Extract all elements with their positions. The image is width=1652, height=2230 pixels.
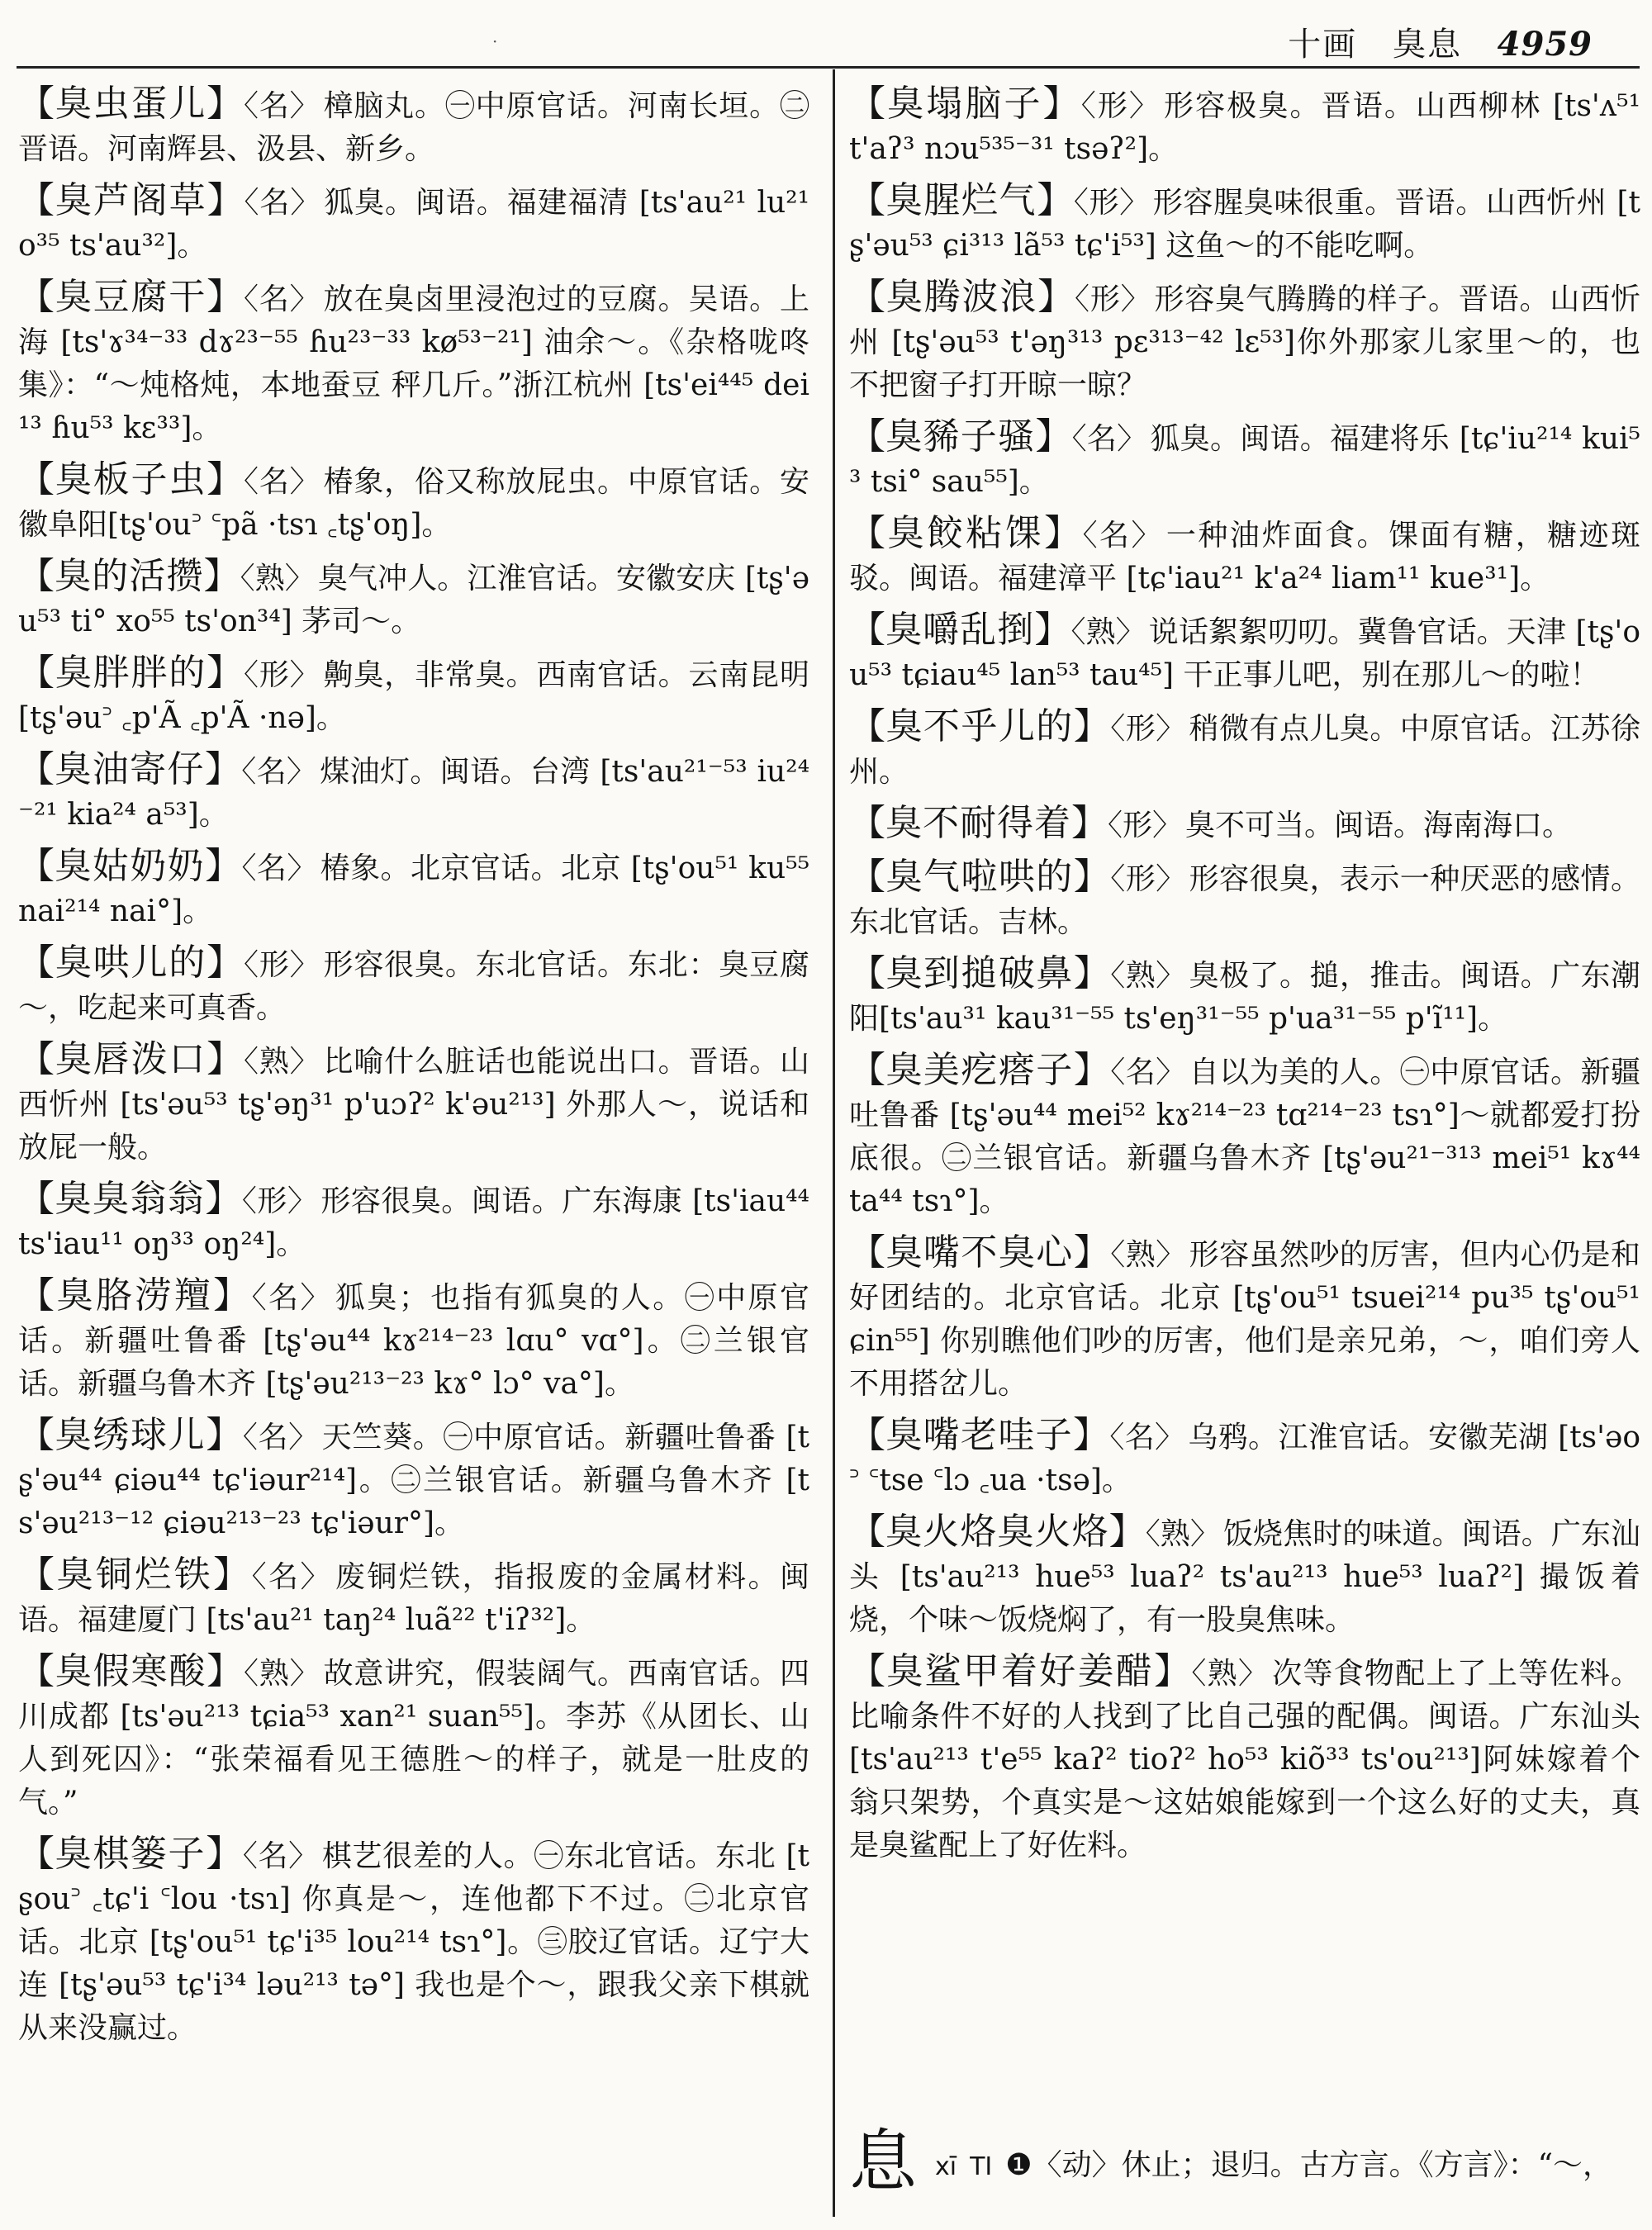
dictionary-entry [18,1274,809,1406]
entry-pos: 〈名〉 [251,1560,332,1594]
dictionary-entry [849,1414,1640,1502]
entry-headword: 【臭绣球儿】 [18,1414,243,1456]
dictionary-entry [849,952,1640,1041]
xi-sense-mark: ❶ [1005,2148,1032,2182]
entry-headword: 【臭豨子骚】 [849,415,1072,458]
entry-headword: 【臭哄儿的】 [18,942,244,984]
entry-pos: 〈名〉 [244,89,320,123]
entry-pos: 〈名〉 [241,755,317,789]
dictionary-entry [849,83,1640,171]
dictionary-entry [18,276,809,450]
entry-text: 放在臭卤里浸泡过的豆腐。吴语。上海 [ts'ɤ³⁴⁻³³ dɤ²³⁻⁵⁵ ɦu²³⁻³³ kø⁵³⁻²¹] 油余～。《杂格咙咚集》：“～炖格炖，本地蚕豆 秤几斤。”浙江杭州 [ts'ei⁴⁴⁵ dei¹³ ɦu⁵³ kɛ³³]。 [18,282,809,445]
dictionary-entry [849,802,1640,847]
entry-pos: 〈名〉 [242,1839,319,1873]
dictionary-entry [18,555,809,643]
entry-headword: 【臭嚼乱捯】 [849,609,1071,651]
entry-headword: 【臭唇泼口】 [18,1038,244,1080]
entry-pos: 〈形〉 [1073,186,1150,220]
entry-pos: 〈名〉 [244,186,321,220]
entry-text: 次等食物配上了上等佐料。比喻条件不好的人找到了比自己强的配偶。闽语。广东汕头 [ts'au²¹³ t'e⁵⁵ kaʔ² tioʔ² ho⁵³ kiõ³³ ts'ou²¹³]阿妹嫁着个翁只架势，个真实是～这姑娘能嫁到一个这么好的丈夫，真是臭鲨配上了好佐料。 [849,1657,1640,1862]
entry-text: 形容臭气腾腾的样子。晋语。山西忻州 [tʂ'əu⁵³ t'əŋ³¹³ pɛ³¹³⁻⁴² lɛ⁵³]你外那家儿家里～的，也不把窗子打开晾一晾？ [849,282,1640,402]
entry-text: 形容极臭。晋语。山西柳林 [ts'ʌ⁵¹ t'aʔ³ nɔu⁵³⁵⁻³¹ tsəʔ²]。 [849,89,1641,166]
xi-zhuyin: TI [970,2152,993,2181]
entry-pos: 〈名〉 [244,465,320,499]
entry-pos: 〈名〉 [242,1421,319,1454]
entry-text: 天竺葵。㊀中原官话。新疆吐鲁番 [tʂ'əu⁴⁴ ɕiəu⁴⁴ tɕ'iəur²¹⁴]。㊁兰银官话。新疆乌鲁木齐 [ts'əu²¹³⁻¹² ɕiəu²¹³⁻²³ tɕ'iəur°]。 [18,1421,809,1540]
entry-headword: 【臭到搥破鼻】 [849,952,1111,994]
entry-text: 狐臭。闽语。福建将乐 [tɕ'iu²¹⁴ kui⁵³ tsi° sau⁵⁵]。 [849,422,1640,499]
entry-headword: 【臭棋篓子】 [18,1833,243,1875]
dictionary-entry [18,458,809,547]
entry-headword: 【臭板子虫】 [18,458,244,501]
dictionary-entry [849,609,1640,697]
header-text [1265,18,1593,65]
dictionary-entry [18,1038,809,1170]
entry-headword: 【臭臭翁翁】 [18,1178,242,1220]
entry-headword: 【臭芦阁草】 [18,179,244,221]
header-dot: · [492,31,498,51]
dictionary-entry [18,1650,809,1824]
entry-headword: 【臭餃粘馃】 [849,512,1083,554]
entry-pos: 〈名〉 [241,852,317,885]
entry-headword: 【臭不耐得着】 [849,802,1108,844]
entry-text: 乌鸦。江淮官话。安徽芜湖 [ts'əo꜄ ꜂tse ꜂lɔ ꜀ua ·tsə]。 [849,1421,1641,1497]
dictionary-entry [18,1833,809,2050]
entry-text: 臭不可当。闽语。海南海口。 [1185,809,1573,842]
entry-text: 煤油灯。闽语。台湾 [ts'au²¹⁻⁵³ iu²⁴⁻²¹ kia²⁴ a⁵³]。 [18,755,810,832]
entry-pos: 〈熟〉 [244,1657,320,1691]
entry-text: 比喻什么脏话也能说出口。晋语。山西忻州 [ts'əu⁵³ tʂ'əŋ³¹ p'uɔʔ² k'əu²¹³] 外那人～，说话和放屁一般。 [18,1045,809,1165]
entry-headword: 【臭美疙瘩子】 [849,1049,1111,1091]
dictionary-entry [849,1511,1640,1642]
entry-text: 形容很臭，表示一种厌恶的感情。东北官话。吉林。 [849,862,1641,939]
dictionary-entry [849,1650,1640,1867]
entry-headword: 【臭气啦哄的】 [849,856,1111,898]
xi-text: 休止；退归。古方言。《方言》：“～， [1121,2148,1612,2182]
dictionary-entry [849,276,1640,407]
dictionary-entry [18,942,809,1030]
page-number: 4959 [1497,25,1593,64]
entry-headword: 【臭鲨甲着好姜醋】 [849,1650,1192,1692]
entry-text: 形容很臭。闽语。广东海康 [ts'iau⁴⁴ ts'iau¹¹ oŋ³³ oŋ²⁴]。 [18,1184,809,1261]
entry-headword: 【臭不乎儿的】 [849,705,1111,747]
entry-text: 狐臭。闽语。福建福清 [ts'au²¹ lu²¹ o³⁵ ts'au³²]。 [18,186,810,263]
xi-headchar: 息 [849,2123,918,2201]
xi-pos: 〈动〉 [1032,2148,1122,2182]
entry-pos: 〈形〉 [1110,862,1186,896]
left-column [18,83,809,2058]
entry-text: 废铜烂铁，指报废的金属材料。闽语。福建厦门 [ts'au²¹ taŋ²⁴ luã²² t'iʔ³²]。 [18,1560,809,1637]
entry-text: 自以为美的人。㊀中原官话。新疆吐鲁番 [tʂ'əu⁴⁴ mei⁵² kɤ²¹⁴⁻²³ tɑ²¹⁴⁻²³ tsɿ°]～就都爱打扮底很。㊁兰银官话。新疆乌鲁木齐 [tʂ'əu²¹⁻³¹³ mei⁵¹ kɤ⁴⁴ ta⁴⁴ tsɿ°]。 [849,1056,1641,1218]
entry-text: 臭极了。搥，推击。闽语。广东潮阳[ts'au³¹ kau³¹⁻⁵⁵ ts'eŋ³¹⁻⁵⁵ p'ua³¹⁻⁵⁵ p'ĩ¹¹]。 [849,959,1641,1036]
entry-headword: 【臭姑奶奶】 [18,845,242,887]
entry-pos: 〈名〉 [244,282,320,316]
entry-headword: 【臭虫蛋儿】 [18,83,244,125]
entry-pos: 〈形〉 [244,658,320,692]
entry-pos: 〈名〉 [1071,422,1147,456]
dictionary-entry [849,1049,1640,1223]
entry-text: 故意讲究，假装阔气。西南官话。四川成都 [ts'əu²¹³ tɕia⁵³ xan²¹ suan⁵⁵]。李苏《从团长、山人到死囚》：“张荣福看见王德胜～的样子，就是一肚皮的气。” [18,1657,809,1820]
entry-headword: 【臭火烙臭火烙】 [849,1511,1146,1553]
entry-pos: 〈名〉 [251,1281,332,1315]
dictionary-entry [849,856,1640,944]
dictionary-entry [18,652,809,740]
entry-text: 一种油炸面食。馃面有糖，糖迹斑驳。闽语。福建漳平 [tɕ'iau²¹ k'a²⁴ liam¹¹ kue³¹]。 [849,519,1640,595]
entry-pos: 〈熟〉 [1110,1238,1186,1272]
xi-pinyin: xī [935,2152,957,2181]
entry-pos: 〈形〉 [1080,89,1161,123]
entry-headword: 【臭嘴老哇子】 [849,1414,1110,1456]
dictionary-entry [18,1414,809,1545]
entry-text: 说话絮絮叨叨。冀鲁官话。天津 [tʂ'ou⁵³ tɕiau⁴⁵ lan⁵³ tau⁴⁵] 干正事儿吧，别在那儿～的啦！ [849,615,1640,692]
dictionary-entry [18,83,809,171]
dictionary-entry [849,179,1640,268]
page-header [0,0,1652,64]
entry-pos: 〈形〉 [244,948,320,982]
entry-headword: 【臭油寄仔】 [18,748,242,790]
entry-text: 棋艺很差的人。㊀东北官话。东北 [tʂou꜄ ꜀tɕ'i ꜂lou ·tsɿ] 你真是～，连他都下不过。㊁北京官话。北京 [tʂ'ou⁵¹ tɕ'i³⁵ lou²¹⁴ tsɿ°]。㊂胶辽官话。辽宁大连 [tʂ'əu⁵³ tɕ'i³⁴ ləu²¹³ tə°] 我也是个～，跟我父亲下棋就从来没赢过。 [18,1839,809,2045]
header-chars: 臭息 [1392,26,1462,64]
column-divider [833,69,835,2217]
entry-pos: 〈名〉 [1109,1421,1185,1454]
dictionary-entry [18,1554,809,1642]
entry-pos: 〈形〉 [241,1184,318,1218]
entry-text: 樟脑丸。㊀中原官话。河南长垣。㊁晋语。河南辉县、汲县、新乡。 [18,89,809,166]
entry-text: 臭气冲人。江淮官话。安徽安庆 [tʂ'əu⁵³ ti° xo⁵⁵ ts'on³⁴] 茅司～。 [18,562,810,638]
entry-headword: 【臭胖胖的】 [18,652,244,694]
entry-pos: 〈形〉 [1110,712,1186,746]
entry-headword: 【臭铜烂铁】 [18,1554,252,1596]
dictionary-entry [18,845,809,933]
entry-pos: 〈熟〉 [1191,1657,1270,1691]
entry-pos: 〈名〉 [1110,1056,1186,1089]
entry-text: 椿象。北京官话。北京 [tʂ'ou⁵¹ ku⁵⁵ nai²¹⁴ nai°]。 [18,852,810,928]
entry-text: 形容腥臭味很重。晋语。山西忻州 [tʂ'əu⁵³ ɕi³¹³ lã⁵³ tɕ'i⁵³] 这鱼～的不能吃啊。 [849,186,1640,263]
entry-pos: 〈熟〉 [1070,615,1146,649]
entry-text: 稍微有点儿臭。中原官话。江苏徐州。 [849,712,1641,789]
dictionary-entry [849,415,1640,504]
entry-text: 齁臭，非常臭。西南官话。云南昆明 [tʂ'əu꜄ ꜀p'Ã ꜀p'Ã ·nə]。 [18,658,809,735]
dictionary-entry [18,1178,809,1266]
entry-headword: 【臭豆腐干】 [18,276,244,318]
entry-pos: 〈熟〉 [1110,959,1186,993]
entry-pos: 〈熟〉 [1145,1517,1220,1551]
entry-text: 形容虽然吵的厉害，但内心仍是和好团结的。北京官话。北京 [tʂ'ou⁵¹ tsuei²¹⁴ pu³⁵ tʂ'ou⁵¹ ɕin⁵⁵] 你别瞧他们吵的厉害，他们是亲兄弟，～，咱们旁人不用搭岔儿。 [849,1238,1641,1401]
entry-pos: 〈名〉 [1082,519,1163,553]
entry-headword: 【臭腥烂气】 [849,179,1074,221]
entry-text: 饭烧焦时的味道。闽语。广东汕头 [ts'au²¹³ hue⁵³ luaʔ² ts'au²¹³ hue⁵³ luaʔ²] 撮饭着烧，个味～饭烧焖了，有一股臭焦味。 [849,1517,1641,1637]
entry-pos: 〈形〉 [1075,282,1151,316]
dictionary-entry [849,705,1640,794]
dictionary-entry [849,1231,1640,1406]
entry-pos: 〈熟〉 [240,562,315,595]
entry-text: 椿象，俗又称放屁虫。中原官话。安徽阜阳[tʂ'ou꜄ ꜂pã ·tsɿ ꜀tʂ'oŋ]。 [18,465,809,542]
entry-text: 形容很臭。东北官话。东北：臭豆腐～，吃起来可真香。 [18,948,809,1025]
entry-pos: 〈形〉 [1108,809,1183,842]
dictionary-entry [18,179,809,268]
entry-headword: 【臭嘴不臭心】 [849,1231,1111,1274]
entry-headword: 【臭胳涝羶】 [18,1274,252,1317]
dictionary-entry [849,512,1640,600]
entry-text: 狐臭；也指有狐臭的人。㊀中原官话。新疆吐鲁番 [tʂ'əu⁴⁴ kɤ²¹⁴⁻²³ lɑu° vɑ°]。㊁兰银官话。新疆乌鲁木齐 [tʂ'əu²¹³⁻²³ kɤ° lɔ° va°]。 [18,1281,809,1401]
xi-entry [849,2123,1640,2201]
entry-pos: 〈熟〉 [244,1045,320,1079]
header-section: 十画 [1288,26,1358,64]
entry-headword: 【臭塌脑子】 [849,83,1081,125]
entry-headword: 【臭的活攒】 [18,555,240,597]
entry-headword: 【臭假寒酸】 [18,1650,244,1692]
right-column [849,83,1640,1876]
dictionary-entry [18,748,809,837]
entry-headword: 【臭腾波浪】 [849,276,1075,318]
header-rule [17,66,1640,69]
